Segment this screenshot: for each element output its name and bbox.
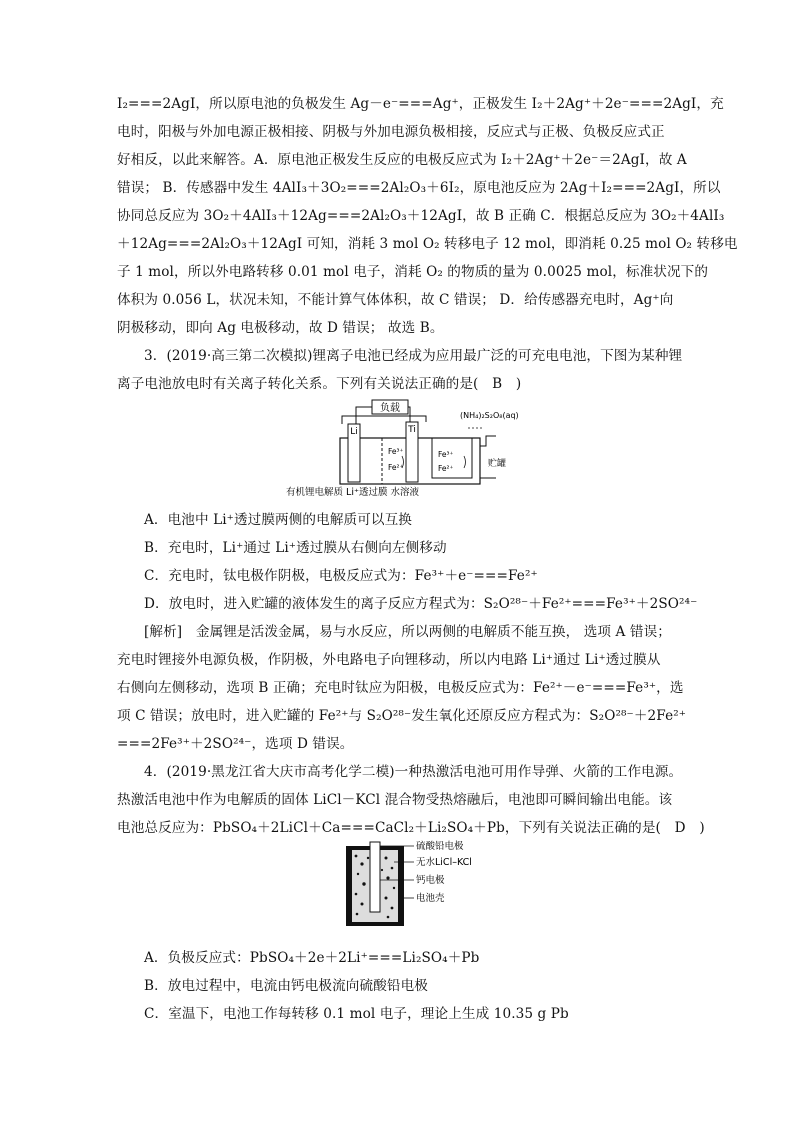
tank-fe2-label: Fe²⁺ [438,464,454,473]
option-b: B．放电过程中，电流由钙电极流向硫酸铅电极 [144,978,428,994]
option-d: D．放电时，进入贮罐的液体发生的离子反应方程式为：S₂O²⁸⁻＋Fe²⁺===Fe³⁺＋2SO²⁴⁻ [144,596,698,612]
question-stem: 电池总反应为：PbSO₄＋2LiCl＋Ca===CaCl₂＋Li₂SO₄＋Pb，下列有关说法正确的是( D ) [117,820,705,836]
analysis-line: 项 C 错误；放电时，进入贮罐的 Fe²⁺与 S₂O²⁸⁻发生氧化还原反应方程式为：S₂O²⁸⁻＋2Fe²⁺ [117,708,687,724]
load-label: 负载 [380,403,400,414]
reagent-label: (NH₄)₂S₂O₈(aq) [460,411,519,420]
question-stem: 4．(2019·黑龙江省大庆市高考化学二模)一种热激活电池可用作导弹、火箭的工作电源。 [144,764,683,780]
text-line: 电时，阳极与外加电源正极相接、阴极与外加电源负极相接，反应式与正极、负极反应式正 [117,124,665,140]
question-stem: 3．(2019·高三第二次模拟)锂离子电池已经成为应用最广泛的可充电电池，下图为某种锂 [144,348,683,364]
ti-label: Ti [408,425,416,435]
text-line: 体积为 0.056 L，状况未知，不能计算气体体积，故 C 错误； D．给传感器充电时，Ag⁺向 [117,292,674,308]
text-line: 协同总反应为 3O₂＋4AlI₃＋12Ag===2Al₂O₃＋12AgI，故 B 正确 C．根据总反应为 3O₂＋4AlI₃ [117,208,725,224]
fe2-label: Fe²⁺ [388,463,404,472]
li-label: Li [350,427,358,437]
option-c: C．充电时，钛电极作阴极，电极反应式为：Fe³⁺＋e⁻===Fe²⁺ [144,568,538,584]
text-line: 阴极移动，即向 Ag 电极移动，故 D 错误； 故选 B。 [117,320,444,336]
tank-label: 贮罐 [488,459,507,469]
tank-fe3-label: Fe³⁺ [438,450,454,459]
diagram-caption: 有机锂电解质 Li⁺透过膜 水溶液 [286,487,419,498]
thermal-battery-diagram [342,840,492,930]
text-line: 子 1 mol，所以外电路转移 0.01 mol 电子，消耗 O₂ 的物质的量为 0.0025 mol，标准状况下的 [117,264,709,280]
label-calcium-electrode: 钙电极 [416,875,445,886]
option-a: A．电池中 Li⁺透过膜两侧的电解质可以互换 [144,512,412,528]
fe3-label: Fe³⁺ [388,447,404,456]
analysis-line: 右侧向左侧移动，选项 B 正确；充电时钛应为阳极，电极反应式为：Fe²⁺－e⁻===Fe³⁺，选 [117,680,684,696]
analysis-line: [解析] 金属锂是活泼金属，易与水反应，所以两侧的电解质不能互换， 选项 A 错误； [144,624,671,640]
analysis-line: 充电时锂接外电源负极，作阴极，外电路电子向锂移动，所以内电路 Li⁺通过 Li⁺透过膜从 [117,652,661,668]
option-a: A．负极反应式：PbSO₄＋2e＋2Li⁺===Li₂SO₄＋Pb [144,950,480,966]
question-stem: 离子电池放电时有关离子转化关系。下列有关说法正确的是( B ) [117,376,522,392]
central-electrode [370,842,380,912]
text-line: 错误； B．传感器中发生 4AlI₃＋3O₂===2Al₂O₃＋6I₂，原电池反应为 2Ag＋I₂===2AgI，所以 [117,180,721,196]
text-line: ＋12Ag===2Al₂O₃＋12AgI 可知，消耗 3 mol O₂ 转移电子 12 mol，即消耗 0.25 mol O₂ 转移电 [117,236,738,252]
analysis-line: ===2Fe³⁺＋2SO²⁴⁻，选项 D 错误。 [117,736,354,752]
option-c: C．室温下，电池工作每转移 0.1 mol 电子，理论上生成 10.35 g Pb [144,1006,569,1022]
label-electrolyte: 无水LiCl–KCl [416,857,472,868]
option-b: B．充电时，Li⁺通过 Li⁺透过膜从右侧向左侧移动 [144,540,447,556]
question-stem: 热激活电池中作为电解质的固体 LiCl－KCl 混合物受热熔融后，电池即可瞬间输出电能。该 [117,792,673,808]
label-lead-sulfate-electrode: 硫酸铅电极 [416,841,464,852]
text-line: I₂===2AgI，所以原电池的负极发生 Ag－e⁻===Ag⁺，正极发生 I₂＋2Ag⁺＋2e⁻===2AgI，充 [117,96,724,112]
lithium-battery-diagram [282,398,532,498]
label-battery-shell: 电池壳 [416,893,445,904]
text-line: 好相反，以此来解答。A．原电池正极发生反应的电极反应式为 I₂＋2Ag⁺＋2e⁻＝2AgI，故 A [117,152,687,168]
